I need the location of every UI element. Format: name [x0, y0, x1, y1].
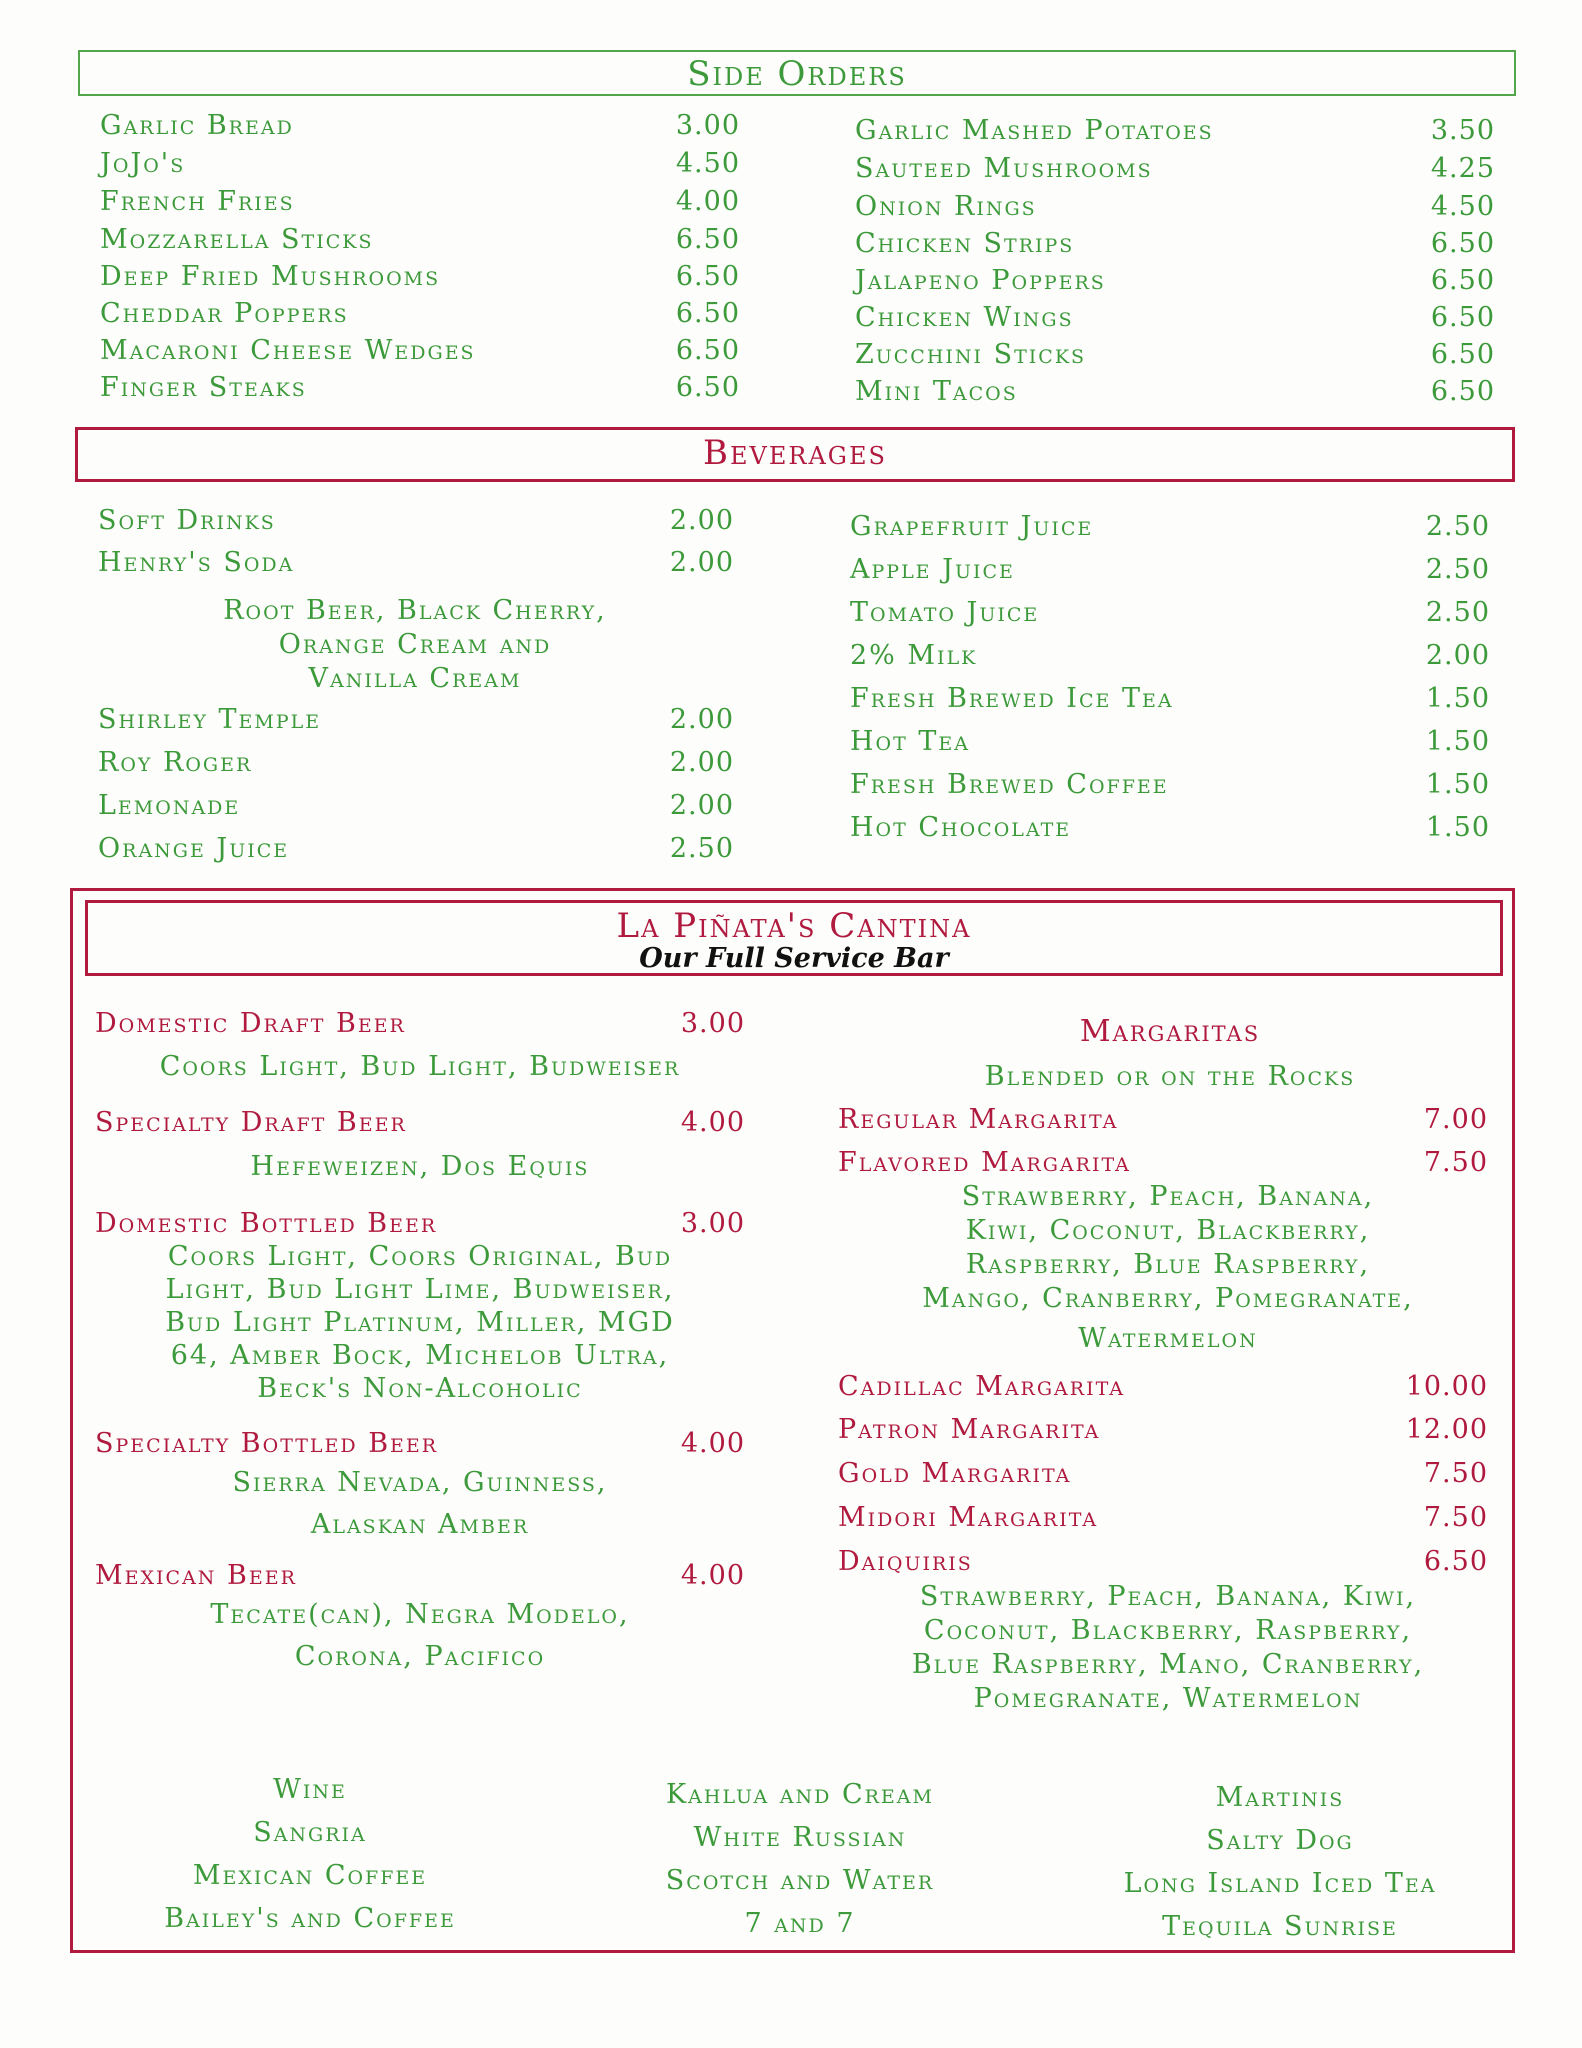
beer-domestic-draft: Domestic Draft Beer 3.00 — [95, 1008, 745, 1039]
beverage-lemonade: Lemonade 2.00 — [98, 790, 734, 821]
daiquiris-desc: Strawberry, Peach, Banana, Kiwi, Coconut, Blackberry, Raspberry, Blue Raspberry, Mano, Cranberry, Pomegranate, Watermelon — [911, 1581, 1425, 1714]
margaritas-subheading: Blended or on the Rocks — [984, 1061, 1356, 1092]
side-item-jojos: JoJo's 4.50 — [100, 148, 740, 179]
beverage-soft-drinks: Soft Drinks 2.00 — [98, 505, 734, 536]
beverage-hot-tea: Hot Tea 1.50 — [850, 726, 1490, 757]
drink-martinis: Martinis — [1215, 1782, 1345, 1813]
beer-domestic-bottled-desc: Coors Light, Coors Original, Bud Light, Bud Light Lime, Budweiser, Bud Light Platinum, Miller, MGD 64, Amber Bock, Michelob Ultra, Beck's Non-Alcoholic — [165, 1241, 675, 1404]
margarita-flavored: Flavored Margarita 7.50 — [838, 1147, 1488, 1178]
daiquiris: Daiquiris 6.50 — [838, 1546, 1488, 1577]
beverage-fresh-brewed-ice-tea: Fresh Brewed Ice Tea 1.50 — [850, 683, 1490, 714]
drink-salty-dog: Salty Dog — [1206, 1825, 1354, 1856]
cantina-header — [85, 900, 1503, 976]
soda-flavors: Root Beer, Black Cherry, Orange Cream and Vanilla Cream — [223, 595, 607, 694]
beer-specialty-draft-desc: Hefeweizen, Dos Equis — [250, 1151, 590, 1182]
margarita-cadillac: Cadillac Margarita 10.00 — [838, 1371, 1488, 1402]
margarita-patron: Patron Margarita 12.00 — [838, 1414, 1488, 1445]
cantina-title: La Piñata's Cantina — [616, 906, 972, 946]
side-item-macaroni-cheese-wedges: Macaroni Cheese Wedges 6.50 — [100, 335, 740, 366]
drinks-column-2 — [580, 1773, 1020, 1945]
drinks-column-1 — [100, 1768, 520, 1940]
beer-specialty-bottled: Specialty Bottled Beer 4.00 — [95, 1428, 745, 1459]
beverage-milk: 2% Milk 2.00 — [850, 640, 1490, 671]
side-orders-title: Side Orders — [687, 54, 907, 94]
beverage-orange-juice: Orange Juice 2.50 — [98, 833, 734, 864]
side-item-finger-steaks: Finger Steaks 6.50 — [100, 372, 740, 403]
side-item-garlic-mashed-potatoes: Garlic Mashed Potatoes 3.50 — [855, 115, 1495, 146]
margarita-midori: Midori Margarita 7.50 — [838, 1502, 1488, 1533]
beverage-shirley-temple: Shirley Temple 2.00 — [98, 704, 734, 735]
drink-sangria: Sangria — [253, 1817, 367, 1848]
side-item-zucchini-sticks: Zucchini Sticks 6.50 — [855, 339, 1495, 370]
drink-wine: Wine — [273, 1774, 347, 1805]
drink-white-russian: White Russian — [693, 1822, 907, 1853]
drink-scotch-water: Scotch and Water — [665, 1865, 935, 1896]
drink-tequila-sunrise: Tequila Sunrise — [1162, 1911, 1398, 1942]
drink-baileys-coffee: Bailey's and Coffee — [164, 1903, 456, 1934]
side-item-onion-rings: Onion Rings 4.50 — [855, 191, 1495, 222]
beverage-apple-juice: Apple Juice 2.50 — [850, 554, 1490, 585]
side-item-cheddar-poppers: Cheddar Poppers 6.50 — [100, 298, 740, 329]
beverage-fresh-brewed-coffee: Fresh Brewed Coffee 1.50 — [850, 769, 1490, 800]
beverage-tomato-juice: Tomato Juice 2.50 — [850, 597, 1490, 628]
drinks-column-3 — [1060, 1776, 1500, 1948]
beer-domestic-draft-desc: Coors Light, Bud Light, Budweiser — [159, 1051, 681, 1082]
side-item-french-fries: French Fries 4.00 — [100, 186, 740, 217]
drink-long-island-iced-tea: Long Island Iced Tea — [1123, 1868, 1437, 1899]
beer-domestic-bottled: Domestic Bottled Beer 3.00 — [95, 1208, 745, 1239]
beverages-header — [75, 427, 1515, 482]
beverage-grapefruit-juice: Grapefruit Juice 2.50 — [850, 511, 1490, 542]
side-item-sauteed-mushrooms: Sauteed Mushrooms 4.25 — [855, 153, 1495, 184]
drink-kahlua-cream: Kahlua and Cream — [666, 1779, 934, 1810]
side-item-chicken-wings: Chicken Wings 6.50 — [855, 302, 1495, 333]
beverage-roy-roger: Roy Roger 2.00 — [98, 747, 734, 778]
margarita-regular: Regular Margarita 7.00 — [838, 1104, 1488, 1135]
side-item-garlic-bread: Garlic Bread 3.00 — [100, 110, 740, 141]
drink-7-and-7: 7 and 7 — [744, 1908, 856, 1939]
margaritas-heading: Margaritas — [1079, 1014, 1261, 1049]
beer-specialty-draft: Specialty Draft Beer 4.00 — [95, 1107, 745, 1138]
margarita-flavors-desc: Strawberry, Peach, Banana, Kiwi, Coconut, Blackberry, Raspberry, Blue Raspberry, Mango, Cranberry, Pomegranate, Watermelon — [922, 1181, 1414, 1354]
side-item-mini-tacos: Mini Tacos 6.50 — [855, 376, 1495, 407]
beverage-henrys-soda: Henry's Soda 2.00 — [98, 547, 734, 578]
beverage-hot-chocolate: Hot Chocolate 1.50 — [850, 812, 1490, 843]
side-orders-header — [78, 50, 1516, 96]
beverages-title: Beverages — [703, 433, 887, 473]
side-item-mozzarella-sticks: Mozzarella Sticks 6.50 — [100, 224, 740, 255]
beer-specialty-bottled-desc: Sierra Nevada, Guinness, Alaskan Amber — [232, 1467, 608, 1540]
beer-mexican: Mexican Beer 4.00 — [95, 1560, 745, 1591]
beer-mexican-desc: Tecate(can), Negra Modelo, Corona, Pacifico — [210, 1599, 630, 1672]
side-item-jalapeno-poppers: Jalapeno Poppers 6.50 — [855, 265, 1495, 296]
side-item-deep-fried-mushrooms: Deep Fried Mushrooms 6.50 — [100, 261, 740, 292]
cantina-subtitle: Our Full Service Bar — [639, 943, 949, 974]
side-item-chicken-strips: Chicken Strips 6.50 — [855, 228, 1495, 259]
margarita-gold: Gold Margarita 7.50 — [838, 1458, 1488, 1489]
drink-mexican-coffee: Mexican Coffee — [192, 1860, 428, 1891]
